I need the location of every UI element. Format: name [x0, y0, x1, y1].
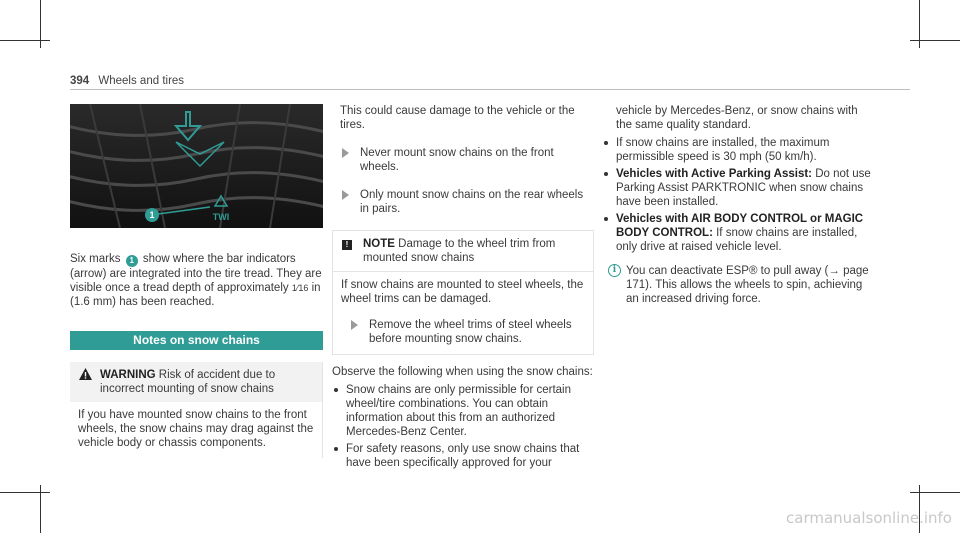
- step-item: [332, 188, 594, 216]
- continued-text: vehicle by Mercedes-Benz, or snow chains with the same quality standard.: [616, 105, 858, 131]
- warning-heading: Risk of accident due to incorrect mounting of snow chains: [100, 369, 276, 395]
- list-item: [602, 212, 872, 254]
- note-body-text: If snow chains are mounted to steel wheels, the wheel trims can be damaged.: [341, 279, 584, 305]
- note-label: NOTE: [363, 238, 395, 250]
- crop-mark: [0, 492, 50, 493]
- warning-box: [70, 362, 323, 458]
- list-item: If snow chains are installed, the maximum permissible speed is 30 mph (50 km/h).: [602, 136, 872, 164]
- page-header: [70, 74, 184, 88]
- twi-label: TWI: [212, 212, 230, 222]
- crop-mark: [910, 40, 960, 41]
- warning-continued-text: This could cause damage to the vehicle or the tires.: [340, 105, 575, 131]
- observe-paragraph: Observe the following when using the snow chains:: [332, 366, 593, 378]
- list-item: For safety reasons, only use snow chains that have been specifically approved for your: [332, 442, 594, 470]
- tire-tread-image: [70, 104, 323, 228]
- list-item-text: If snow chains are installed, only drive at raised vehicle level.: [616, 227, 858, 253]
- info-icon: i: [608, 264, 621, 277]
- note-heading: Damage to the wheel trim from mounted snow chains: [363, 238, 556, 264]
- header-divider: [70, 89, 910, 90]
- callout-badge: 1: [126, 255, 138, 267]
- note-box: [332, 230, 594, 355]
- intro-text-a: Six marks: [70, 253, 121, 265]
- list-item: [602, 167, 872, 209]
- snow-chain-list: [332, 383, 594, 470]
- list-item-bold: Vehicles with Active Parking Assist:: [616, 168, 812, 180]
- note-icon: !: [342, 237, 352, 251]
- figure-badge: 1: [149, 210, 155, 220]
- note-body: [333, 272, 593, 354]
- snow-chain-list-continued: [602, 136, 872, 254]
- intro-text-c: in (1.6 mm) has been reached.: [70, 282, 321, 308]
- column-3: [602, 104, 872, 306]
- page-number: 394: [70, 75, 90, 87]
- intro-text-b: show where the bar indicators (arrow) are integrated into the tire tread. They are visible once a tread depth of approximately: [70, 253, 322, 294]
- watermark: carmanualsonline.info: [786, 509, 952, 527]
- fraction: 1⁄16: [291, 283, 309, 293]
- step-item: [341, 318, 585, 346]
- column-2: [332, 104, 594, 473]
- list-item: Snow chains are only permissible for certain wheel/tire combinations. You can obtain information about this from an authorized Mercedes-Benz Center.: [332, 383, 594, 439]
- list-item-bold: Vehicles with AIR BODY CONTROL or MAGIC BODY CONTROL:: [616, 213, 864, 239]
- note-header: [333, 231, 593, 272]
- section-heading-snow-chains: Notes on snow chains: [70, 331, 323, 350]
- warning-body: If you have mounted snow chains to the front wheels, the snow chains may drag against the vehicle body or chassis components.: [78, 409, 314, 449]
- warning-icon: [79, 368, 92, 384]
- step-item: [332, 146, 594, 174]
- list-item-text: Do not use Parking Assist PARKTRONIC when snow chains have been installed.: [616, 168, 871, 208]
- step-text: Never mount snow chains on the front wheels.: [360, 147, 554, 173]
- step-arrow-icon: [342, 148, 349, 158]
- step-text: Remove the wheel trims of steel wheels before mounting snow chains.: [369, 319, 572, 345]
- step-arrow-icon: [351, 320, 358, 330]
- column-1: [70, 104, 323, 458]
- warning-header: [70, 362, 322, 402]
- crop-mark: [910, 492, 960, 493]
- info-note: [602, 264, 872, 306]
- section-title: Wheels and tires: [98, 75, 185, 87]
- intro-paragraph: [70, 252, 323, 309]
- warning-box-continued: [332, 104, 594, 216]
- crop-mark: [0, 40, 50, 41]
- warning-label: WARNING: [100, 369, 156, 381]
- step-arrow-icon: [342, 190, 349, 200]
- step-text: Only mount snow chains on the rear wheels in pairs.: [360, 189, 584, 215]
- info-text: You can deactivate ESP® to pull away (→ page 171). This allows the wheels to spin, achieving an increased driving force.: [626, 265, 869, 305]
